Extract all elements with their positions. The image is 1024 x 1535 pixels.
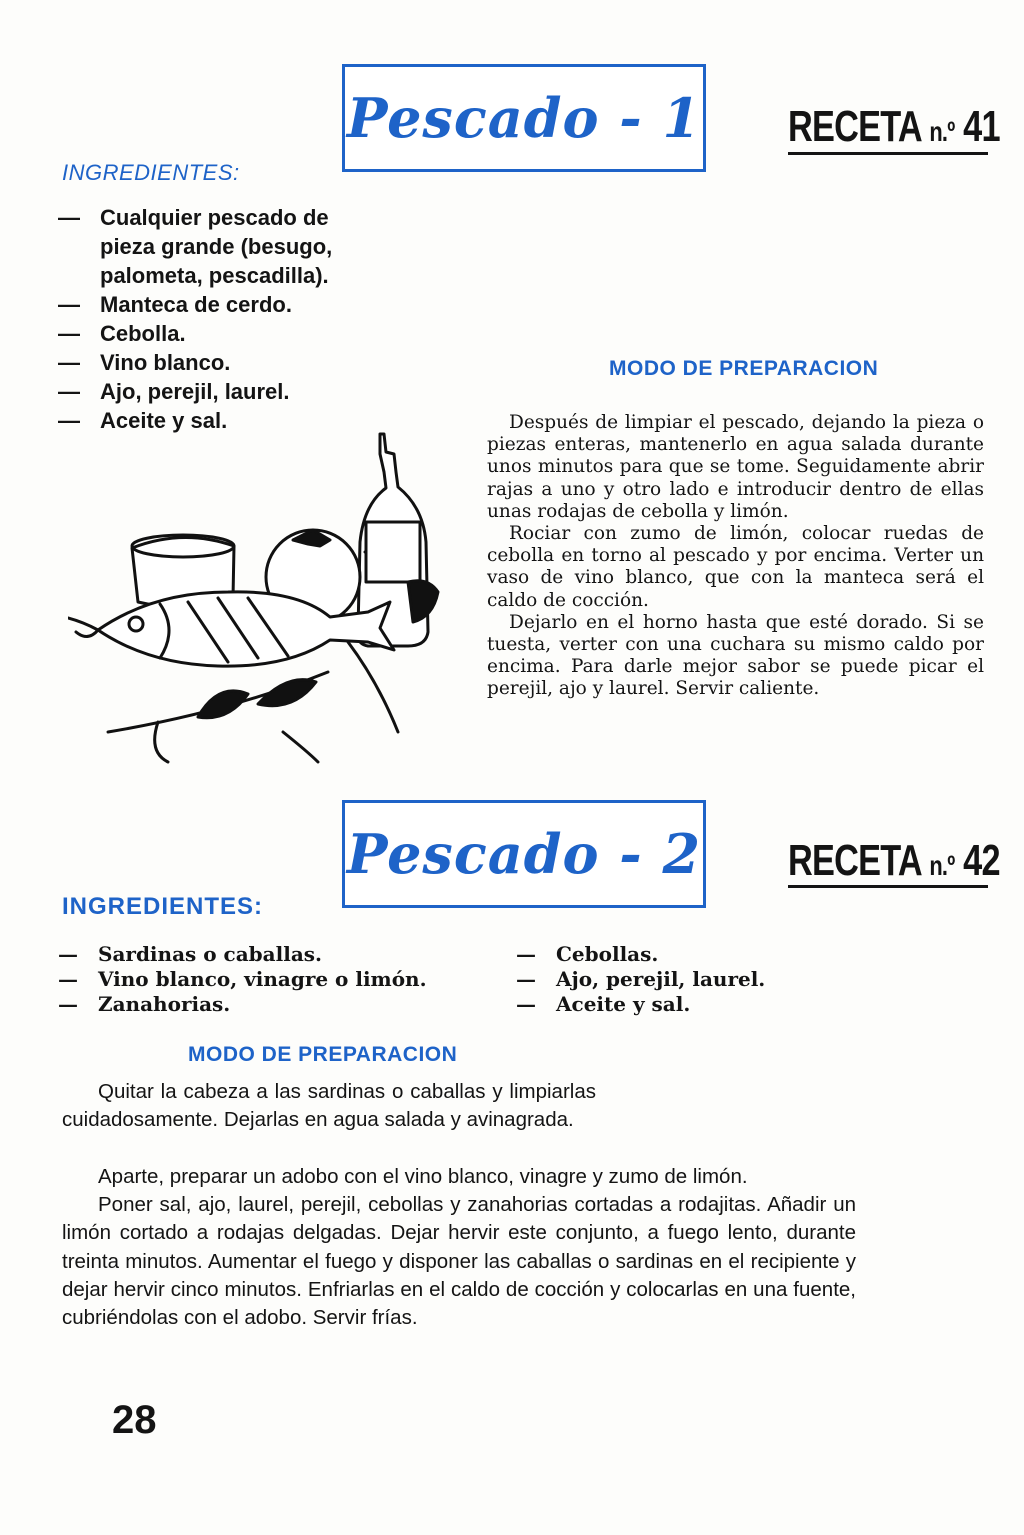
method-paragraph: Dejarlo en el horno hasta que esté dorado. Si se tuesta, verter con una cuchara su mismo caldo por encima. Para darle mejor sabor se puede picar el perejil, ajo y laurel. Servir caliente.	[487, 611, 984, 700]
recipe2-receta-label: RECETA	[788, 836, 921, 885]
method-paragraph: Después de limpiar el pescado, dejando la pieza o piezas enteras, mantenerlo en agua salada durante unos minutos para que se tome. Seguidamente abrir rajas a uno y otro lado e introducir dentro de ellas unas rodajas de cebolla y limón.	[487, 412, 984, 522]
recipe1-method-heading: MODO DE PREPARACION	[609, 357, 879, 380]
list-item: — Ajo, perejil, laurel.	[516, 967, 766, 991]
page-number: 28	[112, 1398, 157, 1442]
recipe2-receta-num: 42	[963, 836, 1000, 885]
list-item: — Vino blanco, vinagre o limón.	[58, 967, 427, 991]
list-item: — Vino blanco.	[58, 350, 231, 375]
recipe1-receta-num: 41	[963, 102, 1000, 151]
list-item: — Manteca de cerdo.	[58, 292, 292, 317]
list-item: — Cebolla.	[58, 321, 186, 346]
method-paragraph: Poner sal, ajo, laurel, perejil, cebollas y zanahorias cortadas a rodajitas. Añadir un limón cortado a rodajas delgadas. Dejar hervir este conjunto, a fuego lento, durante treinta minutos. Aumentar el fuego y disponer las caballas o sardinas en el recipiente y dejar hervir cinco minutos. Enfriarlas en el caldo de cocción y colocarlas en una fuente, cubriéndolas con el adobo. Servir frías.	[62, 1193, 856, 1330]
recipe1-method-text	[487, 412, 984, 701]
list-item: — Sardinas o caballas.	[58, 942, 323, 966]
recipe2-receta-rule	[788, 885, 988, 888]
recipe2-title: Pescado - 2	[346, 822, 702, 886]
list-item: — Aceite y sal.	[516, 992, 691, 1016]
method-paragraph: Rociar con zumo de limón, colocar ruedas de cebolla en torno al pescado y por encima. Verter un vaso de vino blanco, que con la manteca será el caldo de cocción.	[487, 523, 984, 611]
recipe1-title-box	[342, 64, 706, 172]
recipe2-ingredients-heading: INGREDIENTES:	[62, 893, 264, 920]
recipe1-title: Pescado - 1	[346, 86, 702, 150]
still-life-illustration-icon	[68, 432, 468, 772]
method-paragraph: Quitar la cabeza a las sardinas o caballas y limpiarlas cuidadosamente. Dejarlas en agua salada y avinagrada.	[62, 1080, 596, 1132]
recipe1-receta-label: RECETA	[788, 102, 921, 151]
recipe2-ingredients-right	[516, 942, 765, 1017]
recipe2-method-rest	[62, 1163, 856, 1332]
list-item: — Ajo, perejil, laurel.	[58, 379, 290, 404]
method-paragraph: Aparte, preparar un adobo con el vino blanco, vinagre y zumo de limón.	[98, 1165, 748, 1188]
recipe2-title-box	[342, 800, 706, 908]
list-item: — Zanahorias.	[58, 992, 231, 1016]
recipe2-method-heading: MODO DE PREPARACION	[188, 1043, 458, 1066]
recipe1-receta-number	[788, 102, 1000, 156]
recipe1-receta-no: n.º	[929, 116, 955, 147]
recipe2-receta-no: n.º	[929, 850, 955, 881]
recipe2-receta-number	[788, 836, 1000, 890]
recipe2-ingredients-left	[58, 942, 427, 1017]
list-item: — Aceite y sal.	[58, 408, 228, 433]
recipe1-ingredients-heading: INGREDIENTES:	[62, 160, 240, 185]
recipe1-ingredients-list	[58, 203, 358, 435]
recipe2-method-para1	[62, 1078, 596, 1134]
list-item: — Cualquier pescado de pieza grande (besugo, palometa, pescadilla).	[58, 205, 333, 288]
list-item: — Cebollas.	[516, 942, 659, 966]
recipe1-receta-rule	[788, 152, 988, 155]
